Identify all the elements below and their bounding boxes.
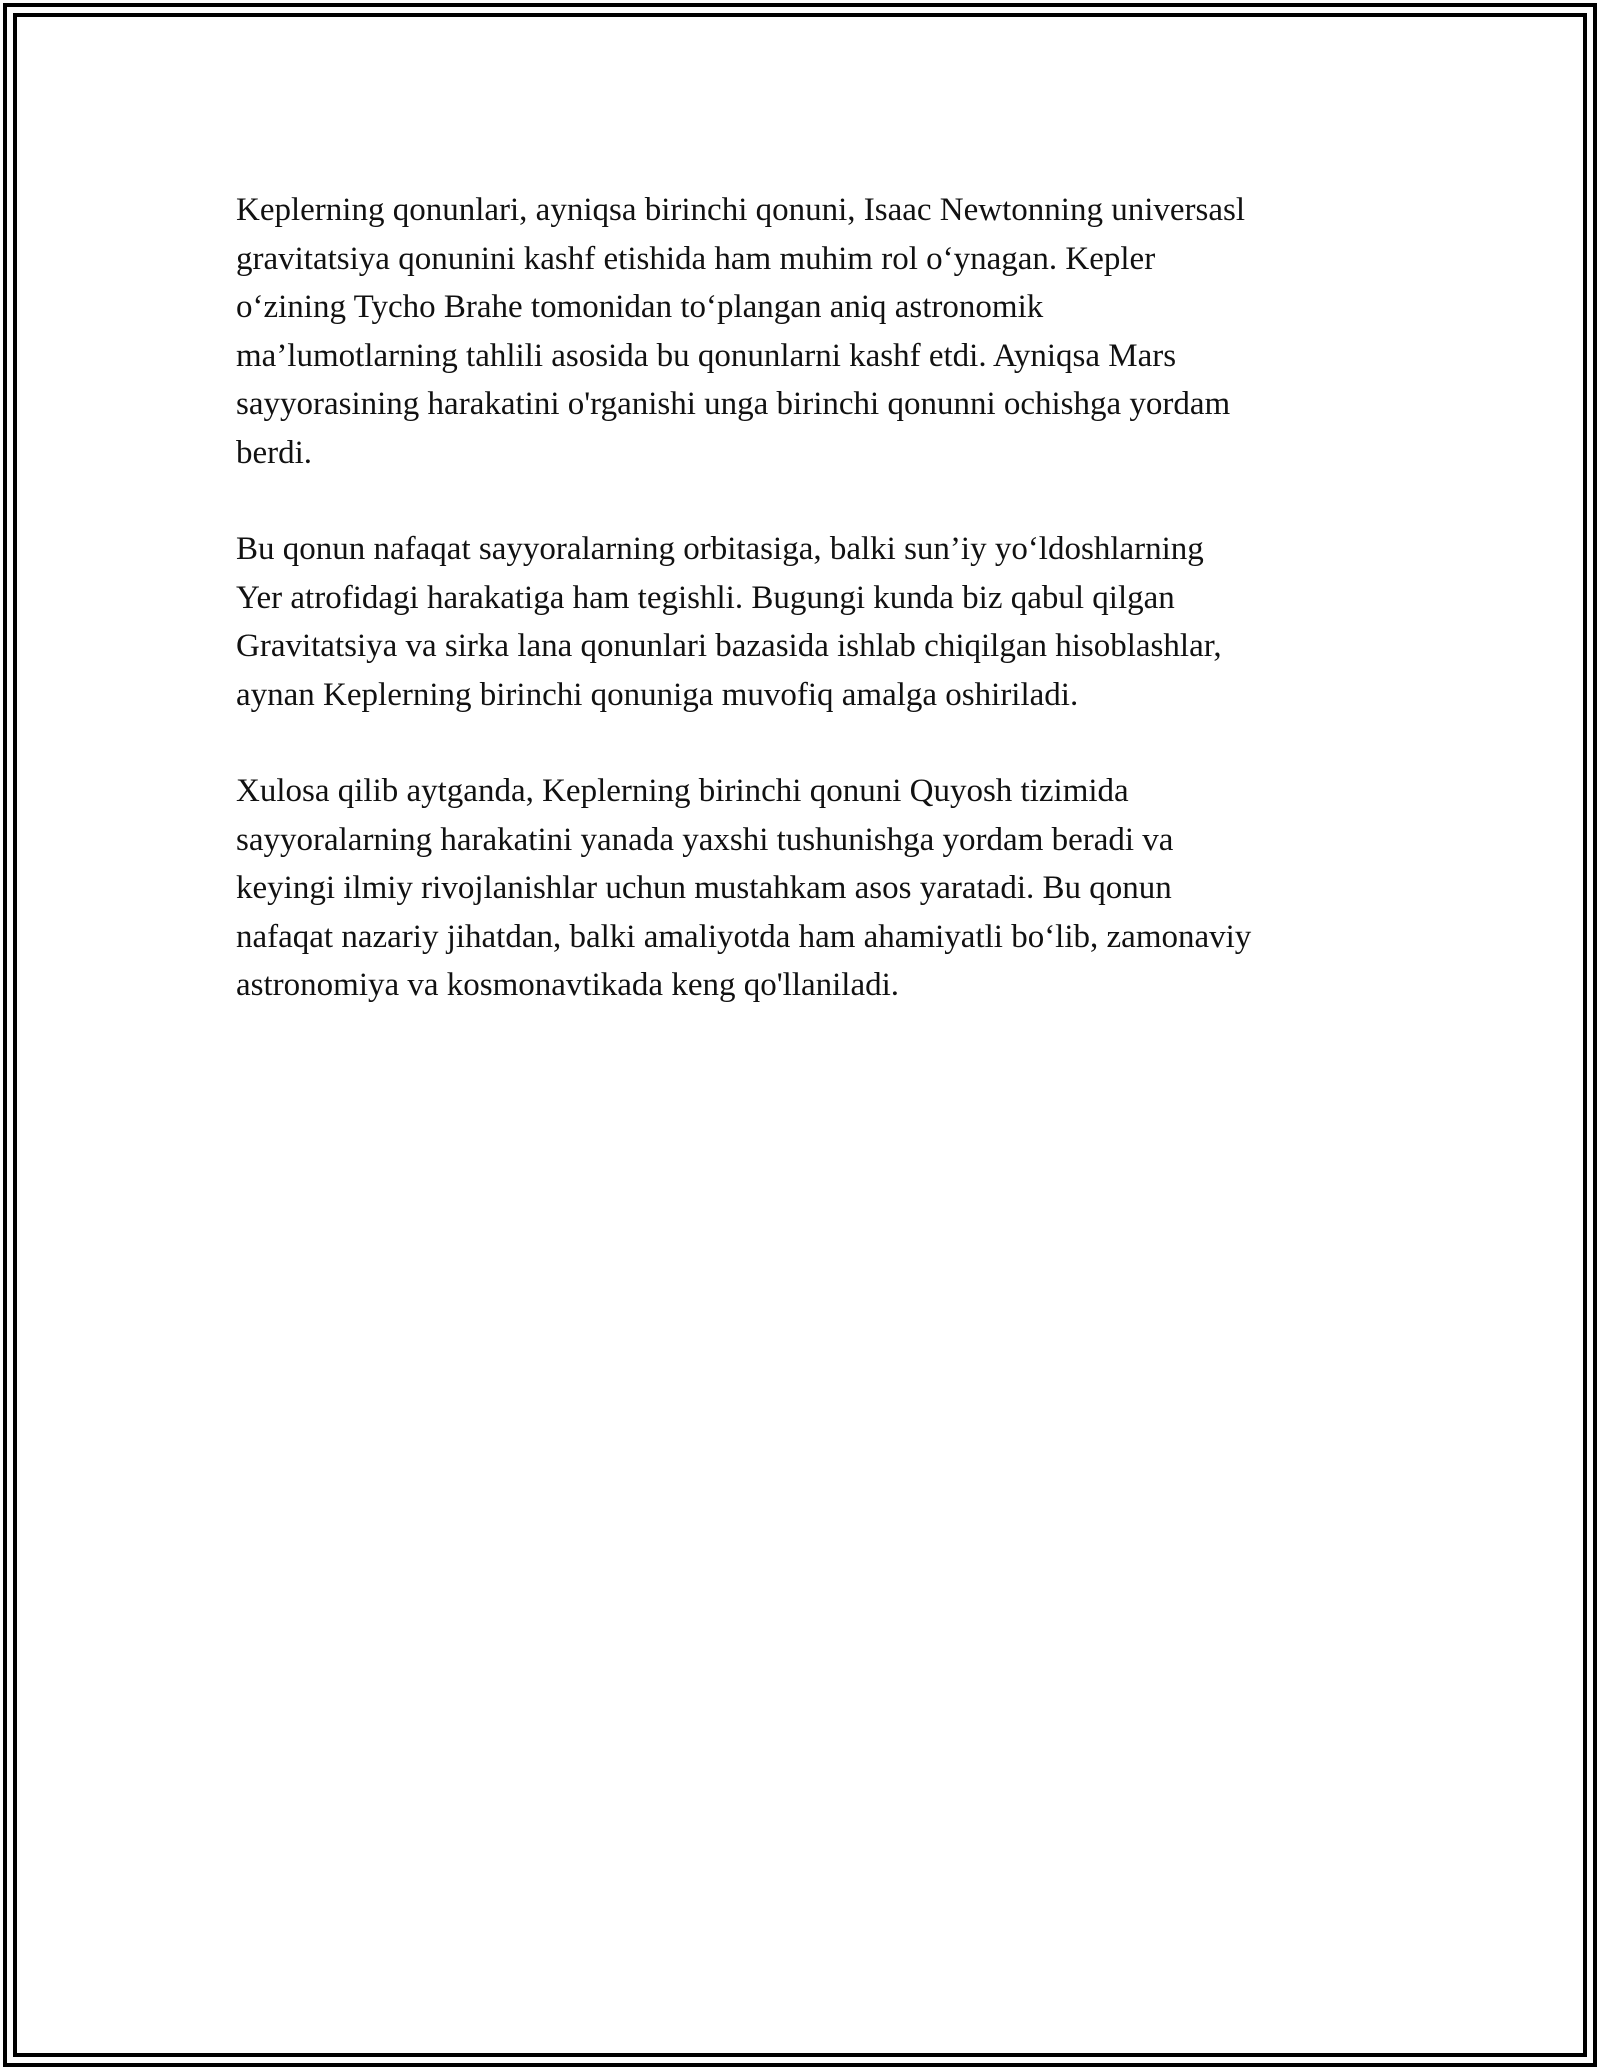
- paragraph-kepler-newton: Keplerning qonunlari, ayniqsa birinchi qonuni, Isaac Newtonning universasl gravitatsiya qonunini kashf etishida ham muhim rol o‘ynagan. Kepler o‘zining Tycho Brahe tomonidan to‘plangan aniq astronomik ma’lumotlarning tahlili asosida bu qonunlarni kashf etdi. Ayniqsa Mars sayyorasining harakatini o'rganishi unga birinchi qonunni ochishga yordam berdi.: [236, 192, 1246, 471]
- paragraph-satellites: Bu qonun nafaqat sayyoralarning orbitasiga, balki sun’iy yo‘ldoshlarning Yer atrofidagi harakatiga ham tegishli. Bugungi kunda biz qabul qilgan Gravitatsiya va sirka lana qonunlari bazasida ishlab chiqilgan hisoblashlar, aynan Keplerning birinchi qonuniga muvofiq amalga oshiriladi.: [236, 531, 1222, 713]
- paragraph-conclusion: Xulosa qilib aytganda, Keplerning birinchi qonuni Quyosh tizimida sayyoralarning harakatini yanada yaxshi tushunishga yordam beradi va keyingi ilmiy rivojlanishlar uchun mustahkam asos yaratadi. Bu qonun nafaqat nazariy jihatdan, balki amaliyotda ham ahamiyatli bo‘lib, zamonaviy astronomiya va kosmonavtikada keng qo'llaniladi.: [236, 773, 1252, 1003]
- document-body: [236, 186, 1376, 1058]
